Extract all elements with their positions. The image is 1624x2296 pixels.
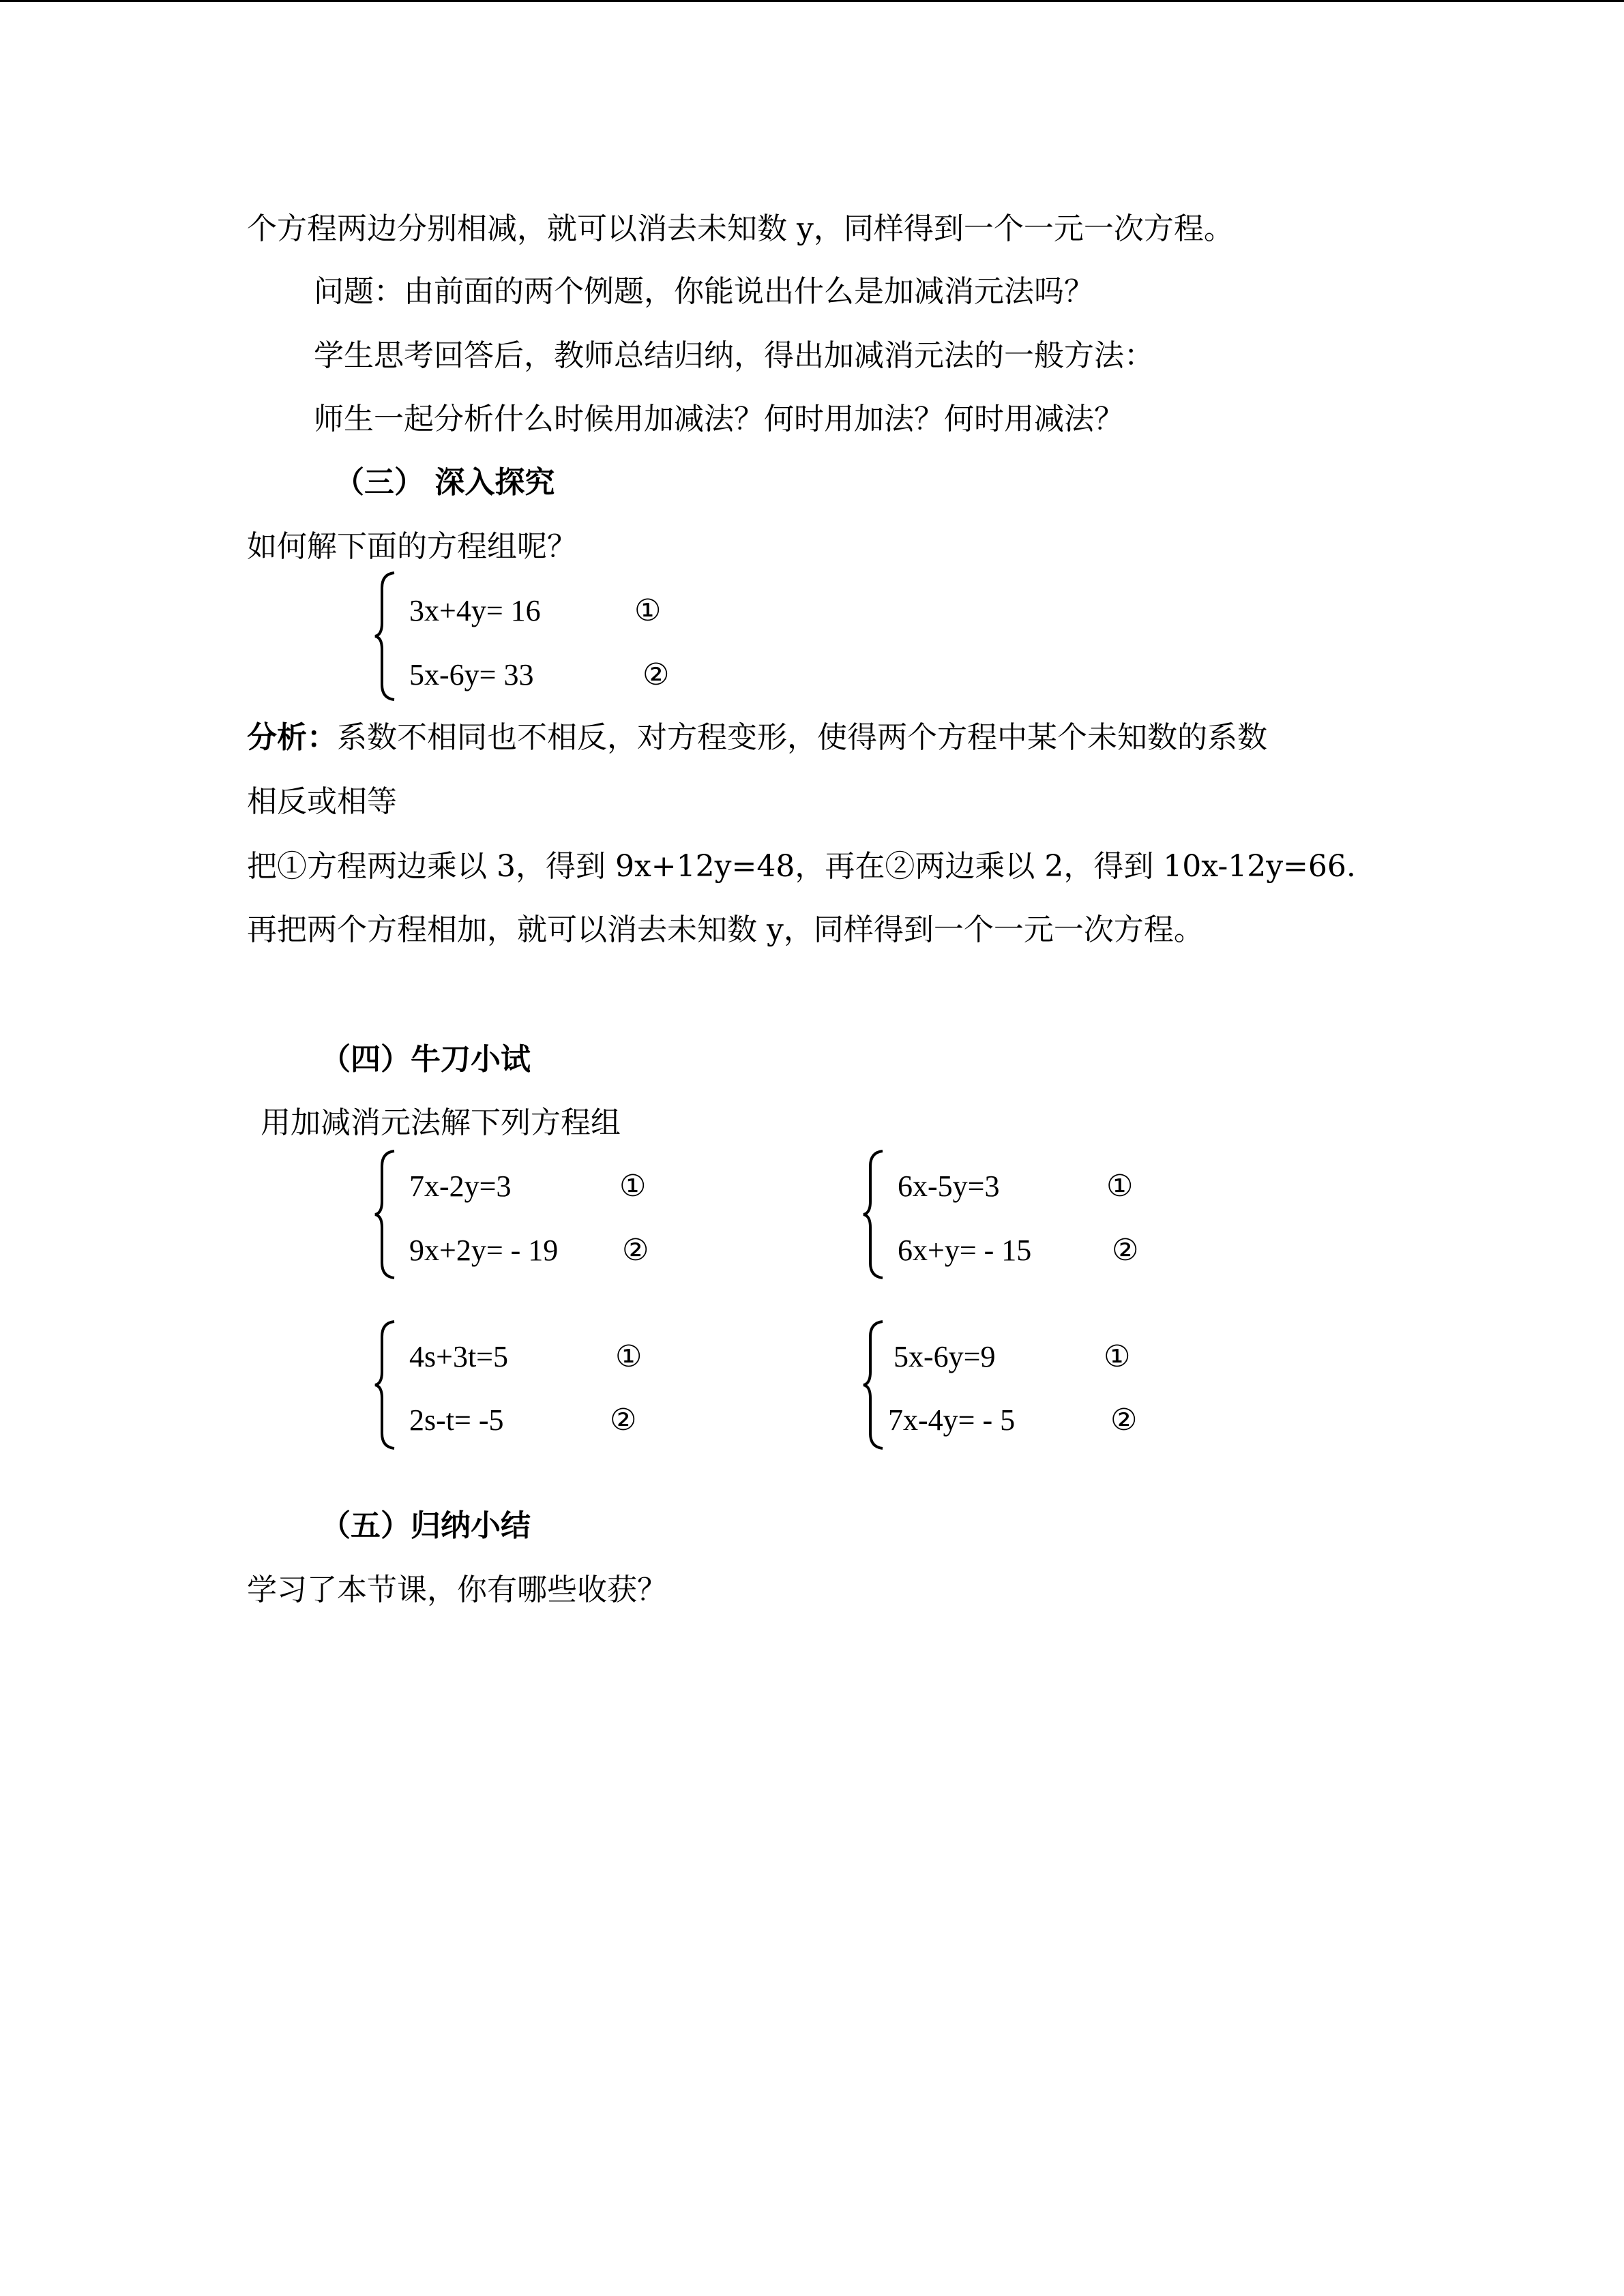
analysis-label: 分析： [247, 720, 337, 755]
equation-2: 7x-4y= - 5 [888, 1403, 1016, 1437]
heading-section-3: （三） 深入探究 [334, 465, 555, 500]
heading-section-5: （五）归纳小结 [321, 1508, 531, 1543]
equation-number-1: ① [619, 1169, 647, 1204]
paragraph-add-equations: 再把两个方程相加，就可以消去未知数 y，同样得到一个一元一次方程。 [247, 912, 1204, 947]
equation-2: 2s-t= -5 [409, 1403, 504, 1437]
equation-1: 7x-2y=3 [409, 1169, 512, 1203]
left-brace-icon [862, 1150, 887, 1279]
paragraph-student-answer: 学生思考回答后，教师总结归纳，得出加减消元法的一般方法： [314, 338, 1154, 373]
equation-1: 4s+3t=5 [409, 1340, 508, 1373]
left-brace-icon [862, 1320, 887, 1450]
equation-1: 6x-5y=3 [898, 1169, 1000, 1203]
equation-number-2: ② [643, 657, 670, 692]
paragraph-reflection: 学习了本节课，你有哪些收获？ [247, 1572, 667, 1607]
analysis-text: 系数不相同也不相反，对方程变形，使得两个方程中某个未知数的系数 [337, 720, 1267, 755]
equation-number-2: ② [1110, 1403, 1138, 1437]
equation-number-1: ① [634, 593, 662, 628]
left-brace-icon [374, 571, 398, 701]
equation-2: 6x+y= - 15 [898, 1234, 1032, 1267]
left-brace-icon [374, 1150, 398, 1279]
page-top-border [0, 0, 1624, 2]
equation-number-2: ② [610, 1403, 637, 1437]
equation-number-2: ② [1112, 1233, 1139, 1268]
equation-number-1: ① [1106, 1169, 1134, 1204]
paragraph-analysis [247, 719, 1267, 757]
paragraph-question: 问题：由前面的两个例题，你能说出什么是加减消元法吗？ [314, 274, 1094, 309]
paragraph-multiply-steps: 把①方程两边乘以 3，得到 9x+12y=48，再在②两边乘以 2，得到 10x-12y=66. [247, 849, 1356, 884]
heading-section-4: （四）牛刀小试 [321, 1042, 531, 1077]
equation-number-2: ② [622, 1233, 649, 1268]
paragraph-analysis-continued: 相反或相等 [247, 784, 397, 819]
left-brace-icon [374, 1320, 398, 1450]
paragraph-exercise-instruction: 用加减消元法解下列方程组 [261, 1105, 621, 1140]
equation-1: 3x+4y= 16 [409, 594, 541, 627]
equation-2: 9x+2y= - 19 [409, 1234, 559, 1267]
equation-number-1: ① [615, 1339, 643, 1374]
paragraph-how-to-solve: 如何解下面的方程组呢？ [247, 529, 577, 564]
paragraph-discussion: 师生一起分析什么时候用加减法？何时用加法？何时用减法？ [314, 402, 1124, 436]
paragraph-continuation: 个方程两边分别相减，就可以消去未知数 y，同样得到一个一元一次方程。 [247, 211, 1234, 246]
equation-2: 5x-6y= 33 [409, 658, 534, 691]
equation-number-1: ① [1104, 1339, 1131, 1374]
equation-1: 5x-6y=9 [894, 1340, 996, 1373]
